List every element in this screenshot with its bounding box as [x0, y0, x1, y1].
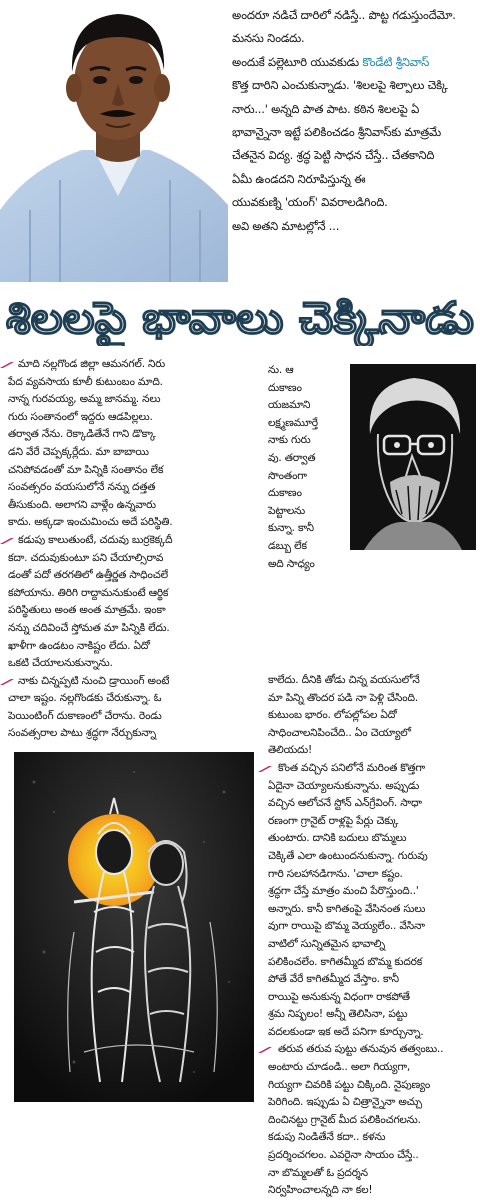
text-line: నాకు చిన్నప్పటి నుంచి డ్రాయింగ్ అంటే: [18, 674, 170, 687]
text-line: మా పిన్ని తొందర పడి నా పెళ్లి చేసింది.: [268, 691, 418, 704]
text-line: కొంత వచ్చిన పనిలోనే మరింత కొత్తగా: [278, 761, 426, 774]
text-line: డబ్బు లేక: [268, 539, 307, 552]
text-line: అంటారు చూడండి.. అలా గియ్యగా,: [268, 1061, 411, 1074]
text-line: గారి సలహానడిగాను. 'చాలా కష్టం.: [268, 867, 403, 880]
text-line: దుకాణం: [268, 487, 302, 500]
text-line: నన్ను చదివించే స్తోమత మా పిన్నికి లేదు.: [8, 621, 170, 634]
text-line: అది సాధ్యం: [268, 557, 315, 570]
krishna-radha-drawing: [14, 752, 254, 1102]
text-line: డంతో పదో తరగతిలో ఉత్తీర్ణత సాధించలే: [8, 569, 168, 582]
intro-block: [232, 4, 476, 238]
text-line: లక్ష్మణమూర్తే: [268, 416, 318, 429]
paragraph: [8, 356, 270, 532]
intro-line: అందరూ నడిచే దారిలో నడిస్తే.. పొట్ట గడుస్తుందేమో.: [232, 8, 456, 22]
left-column: [8, 356, 270, 743]
author-photo: [0, 0, 228, 282]
text-line: కపోయాను. తిరిగి రాద్దామనుకుంటే ఆర్థిక: [8, 586, 169, 599]
paragraph: [268, 760, 478, 1042]
text-line: వు. తర్వాత: [268, 451, 316, 464]
intro-line: [232, 51, 476, 74]
text-line: చనిపోవడంతో మా పిన్నికి సంతానం లేక: [8, 463, 164, 476]
text-line: ను. ఆ: [268, 364, 294, 376]
text-line: ఖాళీగా ఉండటం నాకిష్టం లేదు. ఏదో: [8, 639, 150, 652]
pen-bullet-icon: [0, 537, 14, 545]
author-name: కొండేటి శ్రీనివాస్: [362, 54, 430, 69]
text-line: చాలా ఇష్టం. నల్లగొండకు చేరుకున్నా. ఓ: [8, 692, 162, 705]
intro-line: యువకుణ్ని 'యంగ్' వివరాలడిగింది.: [232, 195, 388, 210]
text-line: పెయింటింగ్ దుకాణంలో చేరాను. రెండు: [8, 709, 162, 722]
text-line: సాధించాలనిపించేది.. ఏం చెయ్యాలో: [268, 726, 411, 739]
pen-bullet-icon: [0, 678, 14, 686]
text-line: పోతే వేరే కాగితమ్మీద వేస్తాం. కానీ: [268, 973, 399, 986]
text-line: వదలకుండా ఇక అదే పనిగా కూర్చున్నా.: [268, 1025, 424, 1038]
headline: [0, 286, 480, 346]
text-line: వాటిలో సున్నితమైన భావాల్ని: [268, 937, 385, 950]
text-line: తీసుకుంది. అలాగని వాళ్లేం ఉన్నవారు: [8, 498, 156, 511]
text-line: ఏదైనా చెయ్యాలనుకున్నాను. అప్పుడు: [268, 779, 420, 792]
text-line: కడుపు నిండితేనే కదా.. కళను: [268, 1131, 386, 1144]
text-line: దుకాణం: [268, 381, 302, 394]
pen-bullet-icon: [258, 1046, 272, 1054]
paragraph: [268, 1041, 478, 1199]
text-line: నా బొమ్మలతో ఓ ప్రదర్శన: [268, 1166, 368, 1179]
pen-bullet-icon: [258, 765, 272, 773]
text-line: చెక్కితే ఎలా ఉంటుందనుకున్నా. గురువు: [268, 849, 428, 862]
text-line: నాన్న గురవయ్య, అమ్మ జానమ్మ. నలు: [8, 393, 161, 406]
intro-line: కొత్త దారిని ఎంచుకున్నాడు. 'శిలలపై శిల్పాలు చెక్కి: [232, 78, 448, 93]
intro-line: భావాన్నైనా ఇట్టే పలికించడం శ్రీనివాస్‌కు మాత్రమే: [232, 125, 441, 140]
text-line: కడుపు కాలుతుంటే, చదువు బుర్రకెక్కదీ: [18, 533, 173, 546]
intro-line-text: అందుకే పల్లెటూరి యువకుడు: [232, 54, 359, 69]
text-line: ప్రదర్శించగలం. ఎవరైనా సాయం చేస్తే..: [268, 1149, 419, 1162]
text-line: శ్రమ నిష్ఫలం! అన్నీ తెలిసినా, పట్టు: [268, 1008, 408, 1021]
text-line: నాకు గురు: [268, 434, 311, 447]
text-line: రణంగా గ్రానైట్ రాళ్లపై పేర్లు చెక్కు: [268, 814, 399, 827]
text-line: రాయిపై అనుకున్న విధంగా రాకపోతే: [268, 990, 410, 1003]
text-line: గురు సంతానంలో ఇద్దరు ఆడపిల్లలు.: [8, 410, 153, 423]
text-line: వచ్చిన ఆలోచనే స్టోన్ ఎన్‌గ్రేవింగ్. సాధా: [268, 797, 422, 810]
engraved-portrait-drawing: [350, 364, 476, 550]
intro-line: నారు...' అన్నది పాత పాట. కఠిన శిలలపై ఏ: [232, 101, 420, 116]
intro-line: ఏమీ ఉండదని నిరూపిస్తున్న ఈ: [232, 171, 366, 186]
text-line: మాది నల్లగొండ జిల్లా ఆమనగల్. నిరు: [18, 358, 166, 370]
text-line: పేద వ్యవసాయ కూలీ కుటుంబం మాది.: [8, 375, 163, 388]
headline-text: శిలలపై భావాలు చెక్కినాడు: [6, 293, 465, 344]
text-line: సంవత్సరాల పాటు శ్రద్ధగా నేర్చుకున్నా: [8, 727, 156, 740]
text-line: డని వేరే చెప్పక్కర్లేదు. మా బాబాయి: [8, 445, 149, 458]
text-line: సొంతంగా: [268, 469, 307, 482]
text-line: కాదు. అక్కడా ఇంచుమించు అదే పరిస్థితి.: [8, 516, 173, 529]
text-line: పెట్టాలను: [268, 504, 305, 517]
text-line: అన్నారు. కానీ కాగితంపై వేసినంత సులు: [268, 902, 426, 915]
paragraph: [8, 532, 270, 673]
engraved-portrait-image: [350, 364, 476, 550]
right-column: [268, 672, 478, 1200]
text-line: వుగా రాయిపై బొమ్మ వెయ్యలేం.. వేసినా: [268, 920, 425, 933]
text-line: తుంటారు. దానికి బదులు బొమ్మలు: [268, 832, 407, 845]
text-line: తెలియదు!: [268, 744, 313, 757]
text-line: కుటుంబ భారం. లోపల్లోపల ఏదో: [268, 709, 397, 722]
text-line: నిర్వహించాలన్నది నా కల!: [268, 1184, 373, 1197]
paragraph: [268, 672, 478, 760]
text-line: సంవత్సరం వయసులోనే నన్ను దత్తత: [8, 481, 156, 494]
paragraph: [8, 673, 270, 743]
middle-column: [268, 362, 348, 573]
author-photo-drawing: [0, 0, 228, 282]
text-line: ఒకటి చేయాలనుకున్నాను.: [8, 657, 113, 670]
text-line: యజమాని: [268, 399, 311, 412]
text-line: కాలేదు. దీనికి తోడు చిన్న వయసులోనే: [268, 674, 420, 686]
text-line: దించినట్టు గ్రానైట్ మీద పలికించగలను.: [268, 1113, 421, 1126]
text-line: తర్వాత నేను. రెక్కాడితేనే గాని డొక్కా: [8, 428, 156, 441]
intro-line: చేతనైన విద్య. శ్రద్ధ పెట్టి సాధన చేస్తే.. చేతకానిది: [232, 148, 435, 163]
text-line: గియ్యగా చివరికి పట్టు చిక్కింది. నైపుణ్యం: [268, 1078, 431, 1091]
text-line: పలికించలేం. కాగితమ్మీద బొమ్మ కుదరక: [268, 955, 423, 968]
intro-line: మనసు నిండదు.: [232, 31, 305, 46]
text-line: శ్రద్ధగా చేస్తే మాత్రం మంచి పేరొస్తుంది..': [268, 885, 419, 898]
text-line: కున్నా. కానీ: [268, 522, 314, 535]
text-line: పరిస్థితులు అంత అంత మాత్రమే. ఇంకా: [8, 604, 166, 617]
text-line: తరువ తరువ పుట్టు తనువున తత్వంబు..: [278, 1043, 444, 1056]
text-line: కదా. చదువుకుంటూ పని చేయాల్సిరావ: [8, 551, 164, 564]
headline-svg: [0, 286, 480, 346]
text-line: పెరిగింది. ఇప్పుడు ఏ చిత్రాన్నైనా అచ్చు: [268, 1096, 423, 1109]
intro-line: అవి అతని మాటల్లోనే ...: [232, 218, 340, 233]
pen-bullet-icon: [0, 361, 14, 369]
krishna-radha-engraving-image: [14, 752, 254, 1102]
